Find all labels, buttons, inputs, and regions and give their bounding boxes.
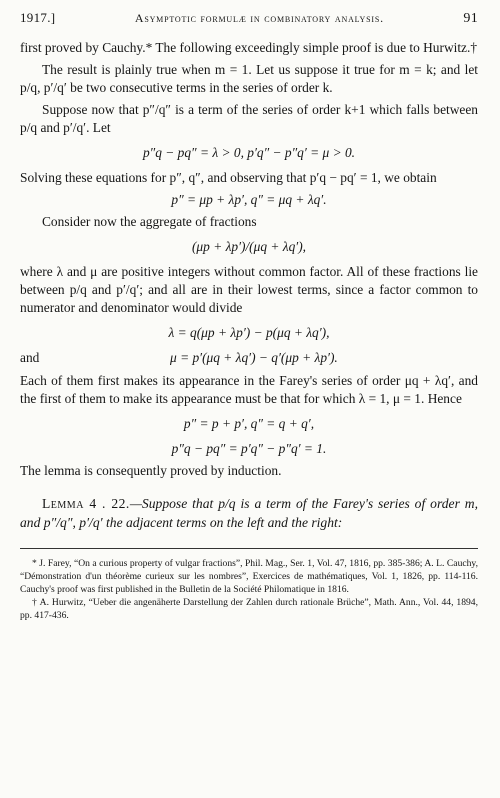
equation-5-row	[20, 349, 478, 367]
lemma-statement: —Suppose that p/q is a term of the Farey's series of order m, and p″/q″, p′/q′ the adjacent terms on the left and the right:	[20, 496, 478, 530]
equation-5-label: and	[20, 350, 40, 365]
lemma-4-22	[20, 494, 478, 532]
running-header	[20, 10, 478, 27]
equation-6: p″ = p + p′, q″ = q + q′,	[183, 416, 315, 431]
header-year: 1917.]	[20, 10, 56, 25]
equation-1: p″q − pq″ = λ > 0, p′q″ − p″q′ = μ > 0.	[142, 145, 356, 160]
header-title: Asymptotic formulæ in combinatory analysis.	[134, 11, 384, 25]
equation-5: μ = p′(μq + λq′) − q′(μp + λp′).	[170, 350, 338, 365]
paragraph-2: The result is plainly true when m = 1. Let us suppose it true for m = k; and let p/q, p′/q′ be two consecutive terms in the series of order k.	[20, 62, 478, 95]
paragraph-8: The lemma is consequently proved by induction.	[20, 463, 282, 478]
footnote-2: † A. Hurwitz, “Ueber die angenäherte Darstellung der Zahlen durch rationale Brüche”, Math. Ann., Vol. 44, 1894, pp. 417-436.	[20, 597, 478, 621]
page-number: 91	[463, 11, 478, 26]
lemma-label: Lemma 4 . 22.	[42, 496, 130, 511]
equation-2: p″ = μp + λp′, q″ = μq + λq′.	[171, 192, 327, 207]
paragraph-5: Consider now the aggregate of fractions	[42, 214, 257, 229]
equation-4: λ = q(μp + λp′) − p(μq + λq′),	[168, 325, 330, 340]
footnote-1: * J. Farey, “On a curious property of vulgar fractions”, Phil. Mag., Ser. 1, Vol. 47, 1816, pp. 385-386; A. L. Cauchy, “Démonstration d'un théorème curieux sur les nombres”, Exercices de mathématiques, Vol. 1, 1826, pp. 114-116. Cauchy's proof was first published in the Bulletin de la Société Philomatique in 1816.	[20, 558, 478, 595]
equation-3: (μp + λp′)/(μq + λq′),	[191, 239, 307, 254]
paragraph-3: Suppose now that p″/q″ is a term of the series of order k+1 which falls between p/q and p′/q′. Let	[20, 102, 478, 135]
footnote-rule	[20, 548, 478, 549]
paragraph-1: first proved by Cauchy.* The following exceedingly simple proof is due to Hurwitz.†	[20, 40, 478, 55]
paragraph-4: Solving these equations for p″, q″, and observing that p′q − pq′ = 1, we obtain	[20, 170, 437, 185]
paragraph-7: Each of them first makes its appearance in the Farey's series of order μq + λq′, and the first of them to make its appearance must be that for which λ = 1, μ = 1. Hence	[20, 373, 478, 406]
paragraph-6: where λ and μ are positive integers without common factor. All of these fractions lie between p/q and p′/q′; and all are in their lowest terms, since a factor common to numerator and denominator would divide	[20, 264, 478, 315]
equation-7: p″q − pq″ = p′q″ − p″q′ = 1.	[171, 441, 327, 456]
